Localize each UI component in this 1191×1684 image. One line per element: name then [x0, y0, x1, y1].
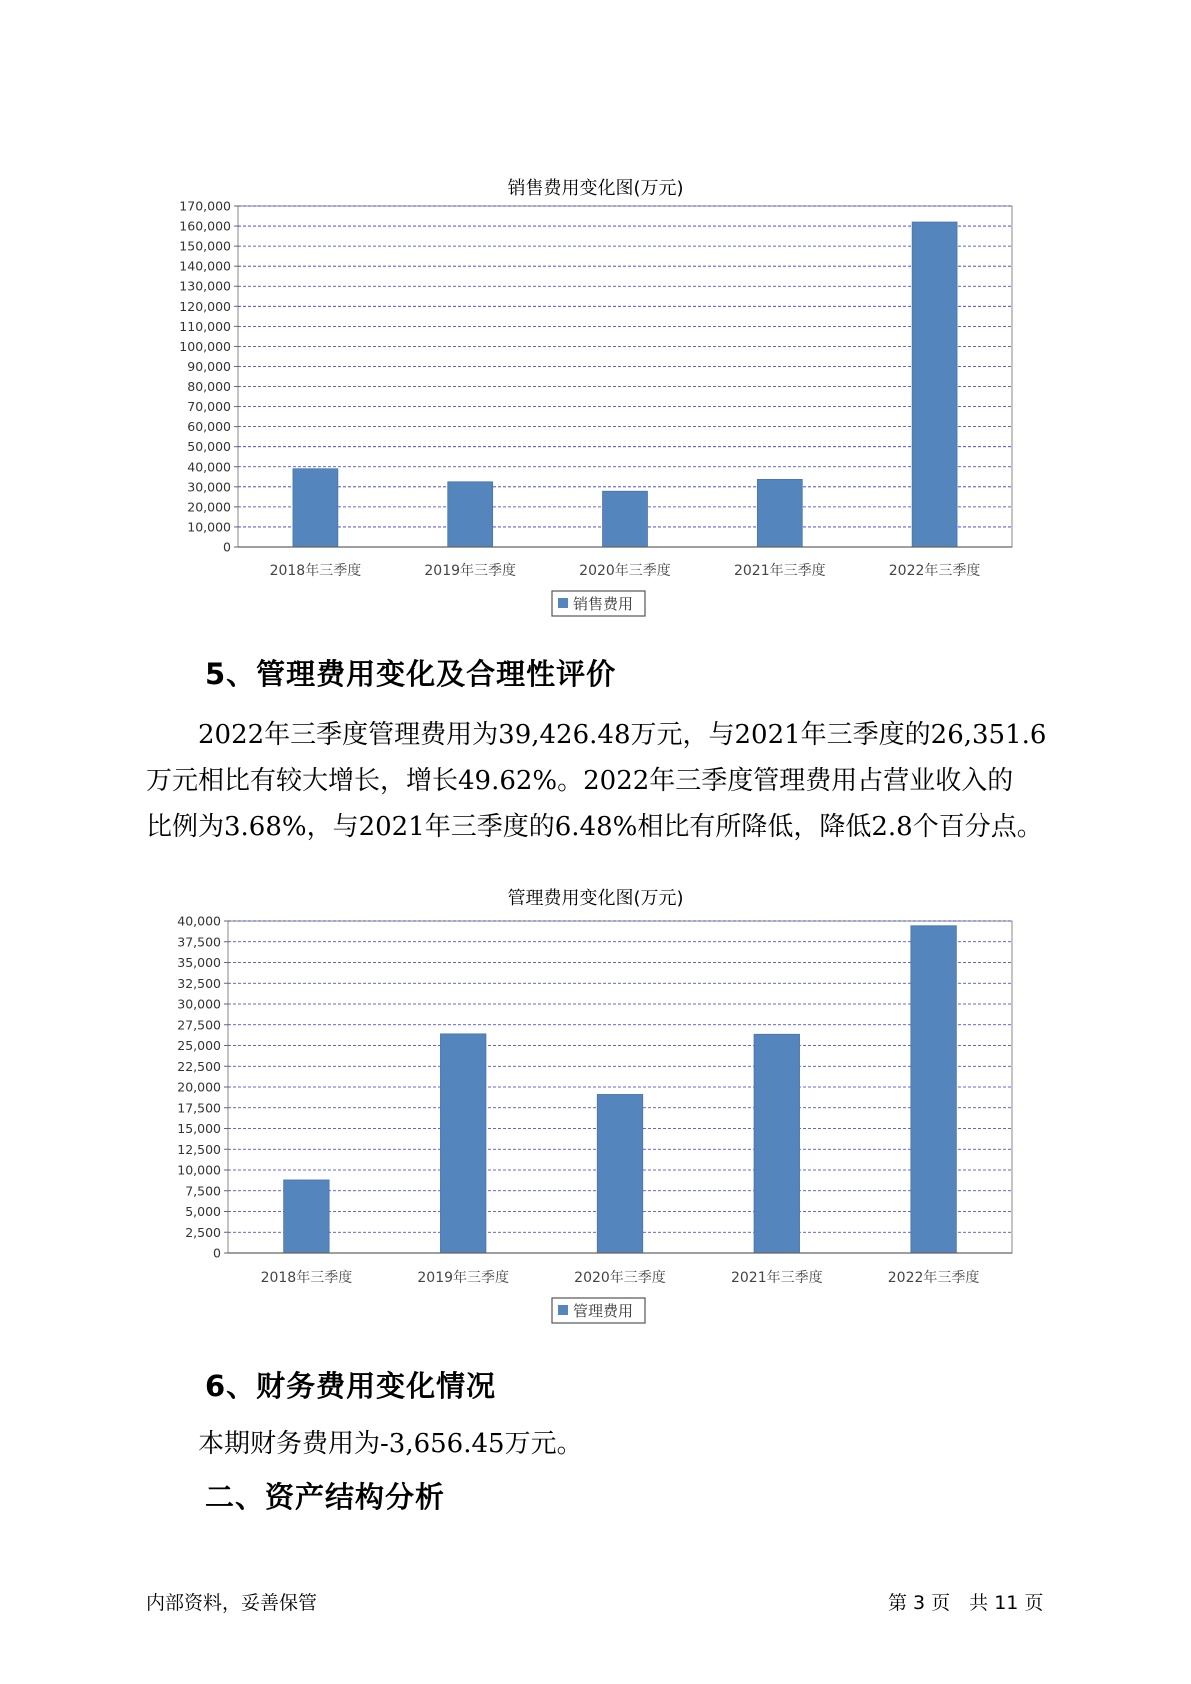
footer-page-number: 第 3 页 共 11 页	[888, 1592, 1044, 1614]
legend-swatch	[558, 1305, 568, 1315]
legend-label: 销售费用	[573, 595, 634, 613]
paragraph-line: 万元相比有较大增长，增长49.62%。2022年三季度管理费用占营业收入的	[146, 766, 1014, 796]
y-tick-label: 22,500	[177, 1058, 221, 1074]
section-5-heading: 5、管理费用变化及合理性评价	[205, 657, 617, 691]
chart-1-title: 销售费用变化图(万元)	[507, 178, 684, 199]
x-tick-label: 2019年三季度	[417, 1270, 510, 1286]
y-tick-label: 30,000	[177, 996, 221, 1012]
y-tick-label: 80,000	[187, 379, 231, 395]
bar-1	[284, 1180, 329, 1253]
paragraph-line: 本期财务费用为-3,656.45万元。	[146, 1429, 583, 1459]
paragraph-line: 比例为3.68%，与2021年三季度的6.48%相比有所降低，降低2.8个百分点。	[146, 812, 1043, 842]
y-tick-label: 25,000	[177, 1038, 221, 1053]
y-tick-label: 40,000	[187, 459, 231, 475]
y-tick-label: 110,000	[179, 318, 231, 334]
y-tick-label: 130,000	[179, 278, 231, 294]
bar-2	[440, 1034, 485, 1253]
y-tick-label: 20,000	[177, 1079, 221, 1095]
section-two-heading: 二、资产结构分析	[205, 1480, 446, 1514]
bar-4	[754, 1034, 799, 1253]
y-tick-label: 0	[213, 1245, 221, 1261]
y-tick-label: 10,000	[177, 1162, 221, 1178]
bar-3	[597, 1094, 642, 1253]
x-tick-label: 2022年三季度	[887, 1270, 980, 1286]
y-tick-label: 35,000	[177, 955, 221, 970]
bar-5	[911, 926, 956, 1253]
y-tick-label: 37,500	[177, 934, 221, 950]
y-tick-label: 150,000	[179, 238, 231, 254]
section-6-paragraph	[146, 1421, 1051, 1467]
section-6-heading: 6、财务费用变化情况	[205, 1369, 497, 1403]
paragraph-line: 2022年三季度管理费用为39,426.48万元，与2021年三季度的26,351.6	[146, 720, 1047, 750]
y-tick-label: 32,500	[177, 975, 221, 991]
y-tick-label: 100,000	[179, 338, 231, 354]
y-tick-label: 10,000	[187, 519, 231, 535]
y-tick-label: 27,500	[177, 1017, 221, 1033]
y-tick-label: 0	[223, 539, 231, 555]
x-tick-label: 2018年三季度	[260, 1270, 353, 1286]
chart-2-title: 管理费用变化图(万元)	[507, 888, 684, 909]
y-tick-label: 70,000	[187, 399, 231, 415]
legend-label: 管理费用	[573, 1302, 634, 1320]
y-tick-label: 20,000	[187, 499, 231, 515]
y-tick-label: 30,000	[187, 479, 231, 495]
y-tick-label: 120,000	[179, 298, 231, 314]
x-tick-label: 2021年三季度	[733, 563, 826, 579]
y-tick-label: 170,000	[179, 198, 231, 214]
x-tick-label: 2018年三季度	[269, 563, 362, 579]
y-tick-label: 60,000	[187, 419, 231, 435]
y-tick-label: 140,000	[179, 258, 231, 274]
x-tick-label: 2022年三季度	[888, 563, 981, 579]
x-tick-label: 2021年三季度	[730, 1270, 823, 1286]
y-tick-label: 17,500	[177, 1100, 221, 1116]
y-tick-label: 5,000	[185, 1204, 221, 1219]
y-tick-label: 15,000	[177, 1121, 221, 1136]
y-tick-label: 160,000	[179, 218, 231, 234]
y-tick-label: 12,500	[177, 1141, 221, 1157]
y-tick-label: 7,500	[185, 1183, 221, 1199]
y-tick-label: 2,500	[185, 1224, 221, 1240]
x-tick-label: 2020年三季度	[574, 1270, 666, 1286]
y-tick-label: 40,000	[177, 913, 221, 929]
footer-left: 内部资料，妥善保管	[146, 1592, 318, 1614]
y-tick-label: 50,000	[187, 439, 231, 455]
x-tick-label: 2020年三季度	[579, 563, 671, 579]
y-tick-label: 90,000	[187, 358, 231, 374]
chart-2-legend	[552, 1298, 645, 1323]
x-tick-label: 2019年三季度	[424, 563, 517, 579]
